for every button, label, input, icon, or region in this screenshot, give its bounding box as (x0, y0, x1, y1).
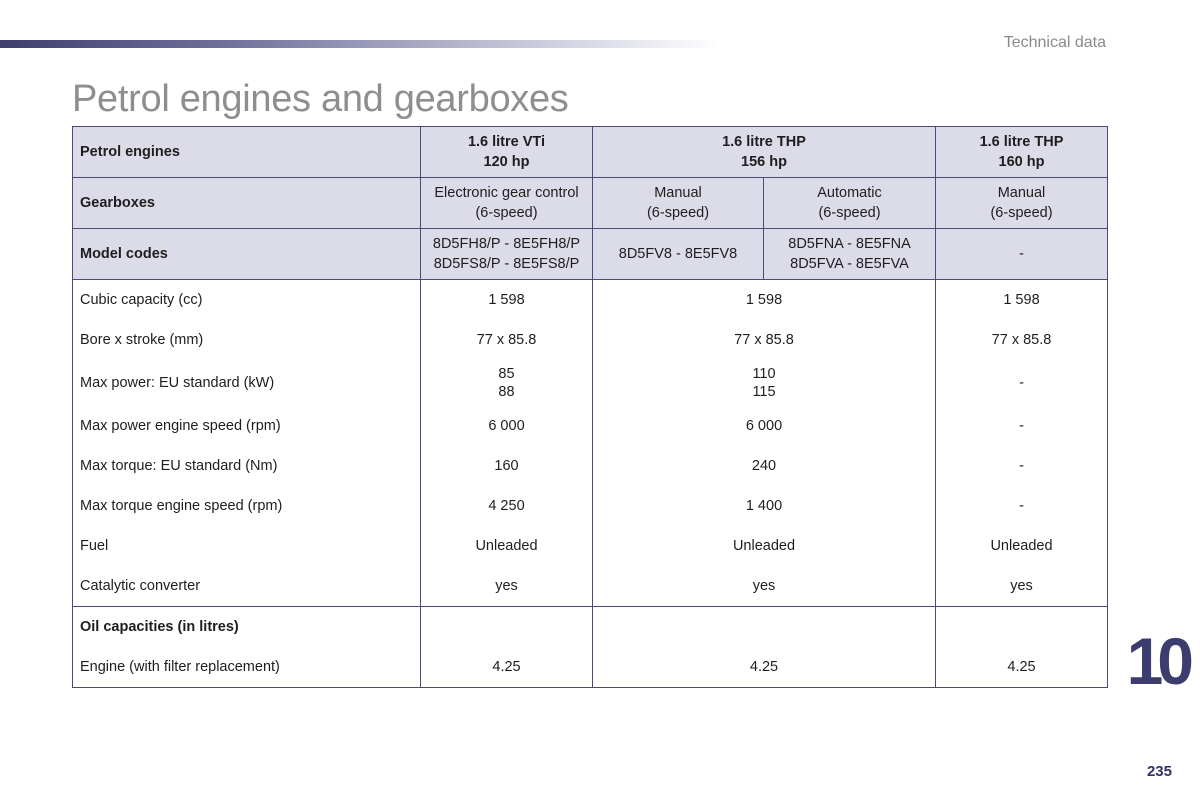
model-code-line: 8D5FV8 - 8E5FV8 (618, 246, 738, 262)
spec-value: 77 x 85.8 (421, 320, 593, 360)
spec-label: Max power: EU standard (kW) (73, 360, 421, 406)
gearbox-type: Automatic (817, 185, 882, 201)
gearbox-type: Manual (997, 185, 1046, 201)
model-codes-label: Model codes (73, 229, 421, 280)
spec-label: Catalytic converter (73, 566, 421, 607)
spec-value-line: 110 (752, 366, 776, 382)
engine-power: 160 hp (998, 154, 1045, 170)
gearbox-cell (421, 178, 593, 229)
spec-row (73, 526, 1108, 566)
spec-label: Fuel (73, 526, 421, 566)
engine-power: 120 hp (483, 154, 530, 170)
spec-row (73, 566, 1108, 607)
model-code-line: 8D5FH8/P - 8E5FH8/P (432, 236, 581, 252)
gearbox-speeds: (6-speed) (475, 205, 538, 221)
spec-value: 1 598 (936, 280, 1108, 321)
spec-value: 1 598 (421, 280, 593, 321)
model-code-cell (764, 229, 936, 280)
spec-value: 1 598 (593, 280, 936, 321)
spec-table (72, 126, 1108, 688)
engine-power: 156 hp (741, 154, 787, 170)
engine-name: 1.6 litre VTi (467, 134, 546, 150)
spec-value: - (936, 406, 1108, 446)
page-title: Petrol engines and gearboxes (72, 78, 569, 120)
gearbox-type: Manual (654, 185, 702, 201)
gearbox-speeds: (6-speed) (818, 205, 881, 221)
spec-value: yes (936, 566, 1108, 607)
engine-header (421, 127, 593, 178)
spec-value: yes (593, 566, 936, 607)
model-code-line: 8D5FVA - 8E5FVA (790, 256, 909, 272)
model-codes-row (73, 229, 1108, 280)
spec-value: 4 250 (421, 486, 593, 526)
spec-row (73, 320, 1108, 360)
spec-label: Cubic capacity (cc) (73, 280, 421, 321)
spec-value: - (936, 486, 1108, 526)
engine-header (936, 127, 1108, 178)
page-number: 235 (1146, 763, 1172, 780)
spec-value: Unleaded (593, 526, 936, 566)
spec-label: Max torque engine speed (rpm) (73, 486, 421, 526)
gearboxes-label: Gearboxes (73, 178, 421, 229)
chapter-number: 10 (1126, 624, 1188, 698)
spec-value: Unleaded (936, 526, 1108, 566)
engine-header (593, 127, 936, 178)
spec-value-line: 88 (498, 384, 515, 400)
spec-label: Bore x stroke (mm) (73, 320, 421, 360)
model-code-line: 8D5FNA - 8E5FNA (788, 236, 911, 252)
spec-row (73, 406, 1108, 446)
spec-value-line: 115 (752, 384, 776, 400)
spec-value: - (936, 360, 1108, 406)
spec-row (73, 360, 1108, 406)
spec-row (73, 486, 1108, 526)
gearbox-type: Electronic gear control (434, 185, 579, 201)
gearbox-cell (936, 178, 1108, 229)
engines-row (73, 127, 1108, 178)
oil-label: Engine (with filter replacement) (73, 647, 421, 688)
spec-label: Max power engine speed (rpm) (73, 406, 421, 446)
gearboxes-row (73, 178, 1108, 229)
engine-name: 1.6 litre THP (979, 134, 1064, 150)
spec-value: 77 x 85.8 (593, 320, 936, 360)
oil-value: 4.25 (421, 647, 593, 688)
gearbox-cell (764, 178, 936, 229)
spec-value (593, 360, 936, 406)
engines-label: Petrol engines (73, 127, 421, 178)
spec-value (421, 360, 593, 406)
oil-section-row (73, 607, 1108, 648)
gearbox-speeds: (6-speed) (646, 205, 710, 221)
oil-value: 4.25 (936, 647, 1108, 688)
engine-name: 1.6 litre THP (722, 134, 806, 150)
model-code-cell (593, 229, 764, 280)
spec-value: 77 x 85.8 (936, 320, 1108, 360)
spec-value: yes (421, 566, 593, 607)
model-code-line: - (1019, 246, 1024, 262)
spec-value-line: 85 (498, 366, 515, 382)
model-code-line: 8D5FS8/P - 8E5FS8/P (433, 256, 580, 272)
spec-value: 6 000 (593, 406, 936, 446)
section-label: Technical data (1003, 34, 1106, 51)
model-code-cell (421, 229, 593, 280)
gearbox-cell (593, 178, 764, 229)
model-code-cell (936, 229, 1108, 280)
spec-value: Unleaded (421, 526, 593, 566)
oil-row (73, 647, 1108, 688)
spec-value: 240 (593, 446, 936, 486)
header-accent-bar (0, 40, 720, 48)
spec-value: 6 000 (421, 406, 593, 446)
spec-row (73, 446, 1108, 486)
gearbox-speeds: (6-speed) (990, 205, 1053, 221)
spec-value: 1 400 (593, 486, 936, 526)
spec-row (73, 280, 1108, 321)
spec-label: Max torque: EU standard (Nm) (73, 446, 421, 486)
spec-value: 160 (421, 446, 593, 486)
spec-value: - (936, 446, 1108, 486)
oil-section-label: Oil capacities (in litres) (73, 607, 421, 648)
oil-value: 4.25 (593, 647, 936, 688)
